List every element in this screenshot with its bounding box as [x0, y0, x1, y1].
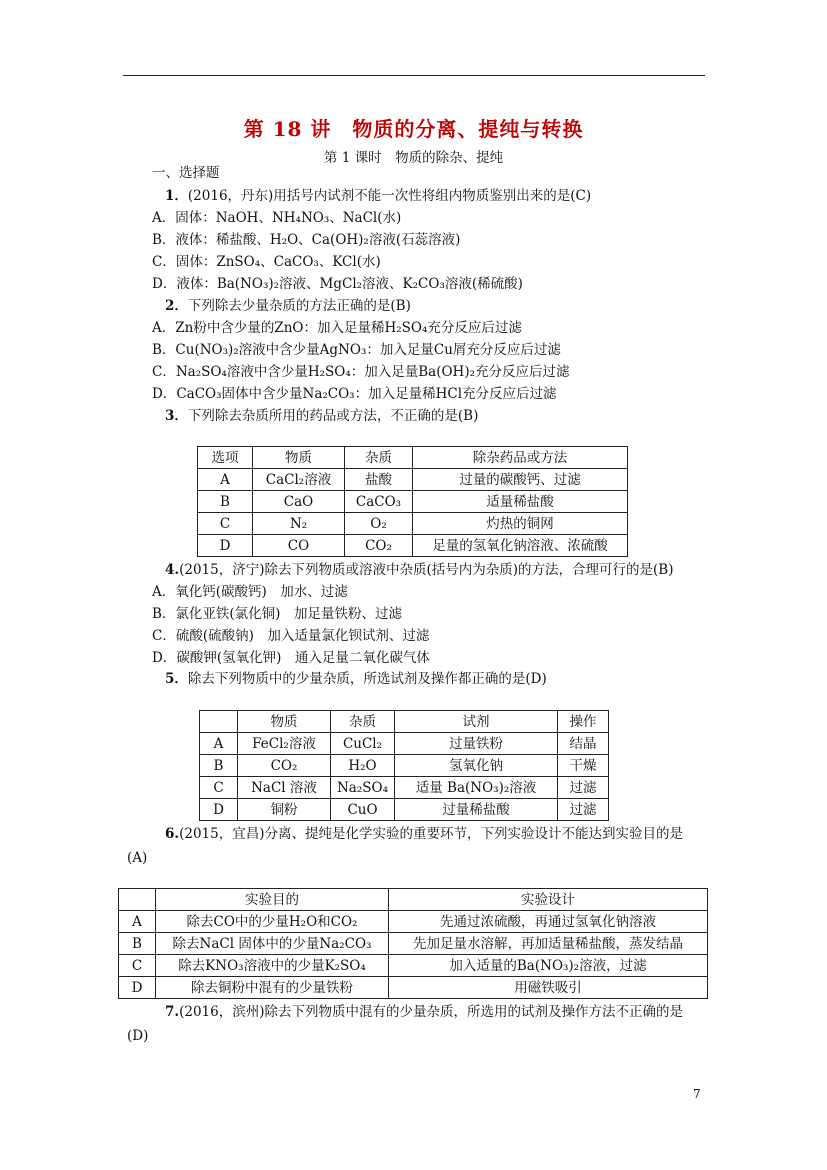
table-header-row	[198, 447, 628, 469]
question-stem: 下列除去少量杂质的方法正确的是(B)	[187, 298, 411, 314]
table-cell: 先通过浓硫酸，再通过氢氧化钠溶液	[389, 911, 708, 933]
table-cell: 结晶	[558, 733, 609, 755]
table-cell: A	[119, 911, 156, 933]
table-cell: CO₂	[238, 755, 331, 777]
question-stem: 下列除去杂质所用的药品或方法，不正确的是(B)	[187, 408, 479, 424]
table-cell: D	[200, 799, 238, 821]
question-number: 5．	[165, 671, 188, 687]
option: B．液体：稀盐酸、H₂O、Ca(OH)₂溶液(石蕊溶液)	[152, 232, 461, 248]
q6-table	[118, 888, 708, 999]
table-cell: CO	[253, 535, 345, 557]
lesson-subtitle: 第 1 课时 物质的除杂、提纯	[323, 150, 504, 166]
question-number: 4.	[165, 562, 180, 578]
question-number: 6.	[165, 826, 180, 842]
table-cell: A	[200, 733, 238, 755]
table-cell: Na₂SO₄	[331, 777, 395, 799]
question-number: 7.	[165, 1004, 180, 1020]
question-number: 2．	[165, 298, 188, 314]
question-1	[165, 187, 591, 205]
option: A．Zn粉中含少量的ZnO：加入足量稀H₂SO₄充分反应后过滤	[152, 320, 522, 336]
section-heading: 一、选择题	[152, 165, 220, 181]
question-stem: (2015，宜昌)分离、提纯是化学实验的重要环节，下列实验设计不能达到实验目的是	[179, 826, 683, 842]
table-header	[200, 711, 238, 733]
table-cell: H₂O	[331, 755, 395, 777]
option: A．固体：NaOH、NH₄NO₃、NaCl(水)	[152, 210, 402, 226]
table-cell: FeCl₂溶液	[238, 733, 331, 755]
table-header-row	[200, 711, 609, 733]
table-cell: N₂	[253, 513, 345, 535]
question-stem: (2016，丹东)用括号内试剂不能一次性将组内物质鉴别出来的是(C)	[187, 188, 592, 204]
table-cell: 过量铁粉	[395, 733, 558, 755]
table-cell: D	[119, 977, 156, 999]
question-2	[165, 297, 411, 315]
table-cell: 除去NaCl 固体中的少量Na₂CO₃	[156, 933, 389, 955]
table-row	[119, 977, 708, 999]
question-3	[165, 407, 478, 425]
table-cell: 盐酸	[345, 469, 413, 491]
table-header: 杂质	[345, 447, 413, 469]
table-cell: 除去CO中的少量H₂O和CO₂	[156, 911, 389, 933]
table-cell: CaCl₂溶液	[253, 469, 345, 491]
table-cell: CaO	[253, 491, 345, 513]
q5-table	[199, 710, 609, 821]
lesson-title: 第 18 讲 物质的分离、提纯与转换	[243, 117, 584, 141]
table-cell: 加入适量的Ba(NO₃)₂溶液，过滤	[389, 955, 708, 977]
table-header: 物质	[238, 711, 331, 733]
question-stem: (2015，济宁)除去下列物质或溶液中杂质(括号内为杂质)的方法，合理可行的是(B)	[179, 562, 674, 578]
table-row	[200, 799, 609, 821]
table-cell: O₂	[345, 513, 413, 535]
question-stem: 除去下列物质中的少量杂质，所选试剂及操作都正确的是(D)	[187, 671, 547, 687]
table-cell: 干燥	[558, 755, 609, 777]
table-row	[200, 733, 609, 755]
table-cell: C	[198, 513, 253, 535]
table-header: 物质	[253, 447, 345, 469]
table-cell: 氢氧化钠	[395, 755, 558, 777]
question-7	[165, 1003, 683, 1021]
table-header: 操作	[558, 711, 609, 733]
table-cell: 过量稀盐酸	[395, 799, 558, 821]
header-rule	[123, 75, 705, 76]
table-cell: 铜粉	[238, 799, 331, 821]
option: B．氯化亚铁(氯化铜) 加足量铁粉、过滤	[152, 606, 402, 622]
question-7-answer: (D)	[127, 1028, 149, 1044]
table-cell: 除去KNO₃溶液中的少量K₂SO₄	[156, 955, 389, 977]
option: D．液体：Ba(NO₃)₂溶液、MgCl₂溶液、K₂CO₃溶液(稀硫酸)	[152, 276, 523, 292]
table-row	[198, 535, 628, 557]
table-cell: CaCO₃	[345, 491, 413, 513]
table-cell: CuCl₂	[331, 733, 395, 755]
table-header-row	[119, 889, 708, 911]
table-cell: CuO	[331, 799, 395, 821]
table-header: 实验目的	[156, 889, 389, 911]
table-cell: 灼热的铜网	[413, 513, 628, 535]
table-cell: 除去铜粉中混有的少量铁粉	[156, 977, 389, 999]
table-cell: A	[198, 469, 253, 491]
table-cell: C	[119, 955, 156, 977]
table-row	[198, 469, 628, 491]
page-number: 7	[693, 1087, 701, 1101]
table-row	[200, 777, 609, 799]
table-cell: 适量 Ba(NO₃)₂溶液	[395, 777, 558, 799]
table-header: 杂质	[331, 711, 395, 733]
question-number: 3．	[165, 408, 188, 424]
table-cell: NaCl 溶液	[238, 777, 331, 799]
q3-table	[197, 446, 628, 557]
table-cell: B	[200, 755, 238, 777]
table-cell: D	[198, 535, 253, 557]
table-row	[119, 911, 708, 933]
option: C．固体：ZnSO₄、CaCO₃、KCl(水)	[152, 254, 381, 270]
table-row	[198, 513, 628, 535]
table-cell: B	[198, 491, 253, 513]
table-cell: 过量的碳酸钙、过滤	[413, 469, 628, 491]
option: D．碳酸钾(氢氧化钾) 通入足量二氧化碳气体	[152, 650, 430, 666]
option: D．CaCO₃固体中含少量Na₂CO₃：加入足量稀HCl充分反应后过滤	[152, 386, 557, 402]
table-row	[198, 491, 628, 513]
table-header: 实验设计	[389, 889, 708, 911]
table-cell: 适量稀盐酸	[413, 491, 628, 513]
option: C．Na₂SO₄溶液中含少量H₂SO₄：加入足量Ba(OH)₂充分反应后过滤	[152, 364, 570, 380]
question-6-answer: (A)	[127, 850, 148, 866]
table-header: 试剂	[395, 711, 558, 733]
option: A．氧化钙(碳酸钙) 加水、过滤	[152, 584, 348, 600]
option: B．Cu(NO₃)₂溶液中含少量AgNO₃：加入足量Cu屑充分反应后过滤	[152, 342, 561, 358]
table-cell: 过滤	[558, 799, 609, 821]
table-header	[119, 889, 156, 911]
table-cell: 足量的氢氧化钠溶液、浓硫酸	[413, 535, 628, 557]
table-header: 除杂药品或方法	[413, 447, 628, 469]
option: C．硫酸(硫酸钠) 加入适量氯化钡试剂、过滤	[152, 628, 430, 644]
table-cell: 过滤	[558, 777, 609, 799]
table-cell: CO₂	[345, 535, 413, 557]
table-row	[119, 933, 708, 955]
table-cell: C	[200, 777, 238, 799]
table-cell: B	[119, 933, 156, 955]
question-6	[165, 825, 683, 843]
question-4	[165, 561, 673, 579]
table-cell: 先加足量水溶解，再加适量稀盐酸，蒸发结晶	[389, 933, 708, 955]
question-stem: (2016，滨州)除去下列物质中混有的少量杂质，所选用的试剂及操作方法不正确的是	[179, 1004, 683, 1020]
question-5	[165, 670, 547, 688]
table-cell: 用磁铁吸引	[389, 977, 708, 999]
table-row	[200, 755, 609, 777]
table-row	[119, 955, 708, 977]
table-header: 选项	[198, 447, 253, 469]
question-number: 1．	[165, 188, 188, 204]
